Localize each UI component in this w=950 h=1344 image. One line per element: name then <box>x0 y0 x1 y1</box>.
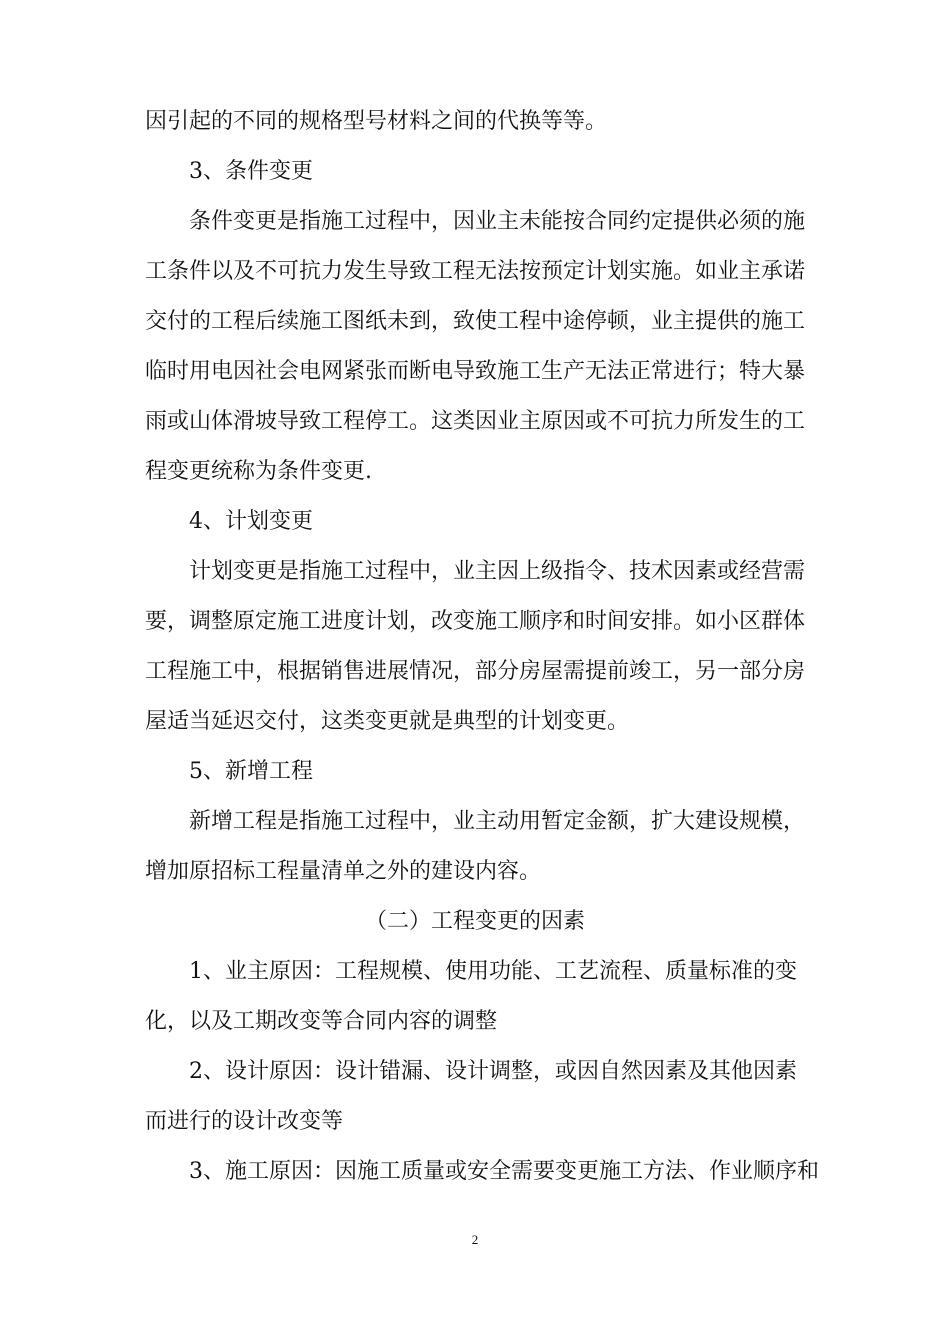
line-10: 计划变更是指施工过程中，业主因上级指令、技术因素或经营需 <box>189 559 806 584</box>
section-heading: （二）工程变更的因素 <box>364 909 585 934</box>
line-6: 临时用电因社会电网紧张而断电导致施工生产无法正常进行；特大暴 <box>145 359 806 384</box>
heading-condition-change: 3、条件变更 <box>189 159 313 184</box>
line-11: 要，调整原定施工进度计划，改变施工顺序和时间安排。如小区群体 <box>145 609 806 634</box>
line-12: 工程施工中，根据销售进展情况，部分房屋需提前竣工，另一部分房 <box>145 659 806 684</box>
line-18: 1、业主原因：工程规模、使用功能、工艺流程、质量标准的变 <box>189 959 797 984</box>
line-5: 交付的工程后续施工图纸未到，致使工程中途停顿，业主提供的施工 <box>145 309 806 334</box>
line-15: 新增工程是指施工过程中，业主动用暂定金额，扩大建设规模， <box>189 809 806 834</box>
line-1: 因引起的不同的规格型号材料之间的代换等等。 <box>145 109 608 134</box>
line-8: 程变更统称为条件变更. <box>145 459 372 484</box>
line-13: 屋适当延迟交付，这类变更就是典型的计划变更。 <box>145 709 630 734</box>
heading-new-works: 5、新增工程 <box>189 759 313 784</box>
page-number: 2 <box>471 1232 479 1247</box>
line-16: 增加原招标工程量清单之外的建设内容。 <box>145 859 542 884</box>
line-7: 雨或山体滑坡导致工程停工。这类因业主原因或不可抗力所发生的工 <box>145 409 806 434</box>
line-20: 2、设计原因：设计错漏、设计调整，或因自然因素及其他因素 <box>189 1059 797 1084</box>
line-22: 3、施工原因：因施工质量或安全需要变更施工方法、作业顺序和 <box>189 1159 819 1184</box>
line-3: 条件变更是指施工过程中，因业主未能按合同约定提供必须的施 <box>189 209 806 234</box>
line-21: 而进行的设计改变等 <box>145 1109 344 1134</box>
line-4: 工条件以及不可抗力发生导致工程无法按预定计划实施。如业主承诺 <box>145 259 806 284</box>
heading-plan-change: 4、计划变更 <box>189 509 313 534</box>
line-19: 化，以及工期改变等合同内容的调整 <box>145 1009 498 1034</box>
